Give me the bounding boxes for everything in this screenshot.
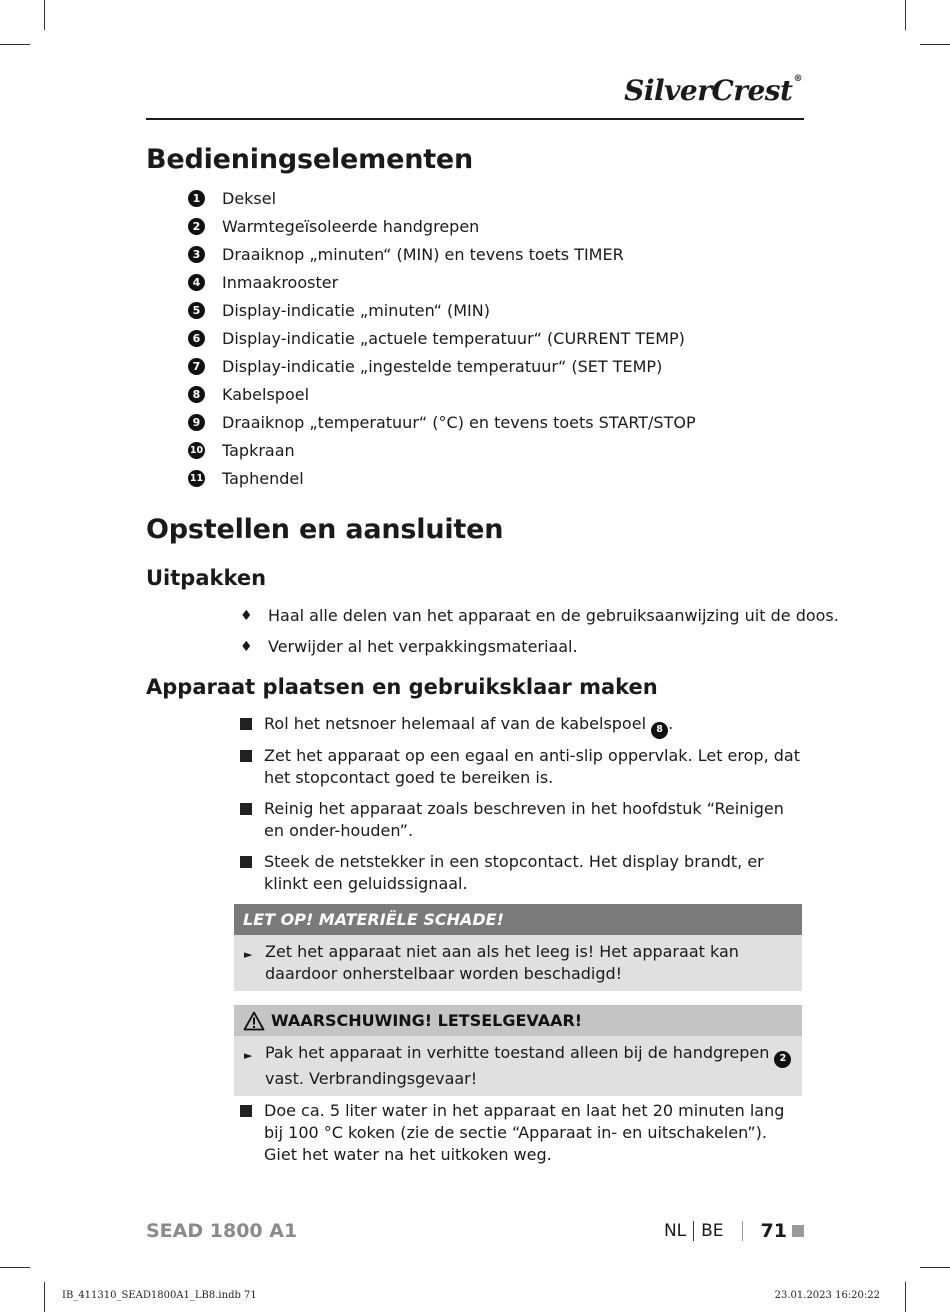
list-item [188,324,696,352]
print-slug-date: 23.01.2023 16:20:22 [774,1290,880,1301]
number-badge: 7 [188,358,205,375]
list-item [240,631,839,662]
item-text: Doe ca. 5 liter water in het apparaat en laat het 20 minuten lang bij 100 °C koken (zie de sectie “Apparaat in- en uitschakelen”). Giet het water na het uitkoken weg. [264,1101,785,1164]
part-label: Display-indicatie „actuele temperatuur“ (CURRENT TEMP) [222,329,685,349]
parts-list [188,184,696,493]
list-item [240,600,839,631]
caution-heading: LET OP! MATERIËLE SCHADE! [234,904,802,935]
subsection-title-unpack: Uitpakken [146,566,267,590]
list-item [240,851,800,895]
caution-box [234,904,802,991]
crop-mark [905,0,906,30]
square-bullet-icon [240,750,252,762]
list-item [188,409,696,437]
list-item [188,296,696,324]
warning-heading-text: WAARSCHUWING! LETSELGEVAAR! [271,1011,583,1030]
list-item [240,1100,800,1166]
warning-heading [234,1005,802,1036]
warning-box [234,1005,802,1096]
header-rule [146,118,804,120]
divider [742,1221,743,1241]
part-label: Draaiknop „temperatuur“ (°C) en tevens toets START/STOP [222,413,696,433]
number-badge: 2 [774,1051,791,1068]
caution-body [234,935,802,991]
part-label: Display-indicatie „ingestelde temperatuur“ (SET TEMP) [222,357,663,377]
part-label: Deksel [222,188,277,208]
number-badge: 11 [188,470,205,487]
warning-triangle-icon [243,1011,265,1031]
list-item [188,268,696,296]
number-badge: 9 [188,414,205,431]
square-bullet-icon [240,856,252,868]
item-text: Reinig het apparaat zoals beschreven in het hoofdstuk “Reinigen en onder-houden”. [264,799,784,840]
list-item [188,353,696,381]
part-label: Kabelspoel [222,385,310,405]
list-item [188,184,696,212]
diamond-bullet-icon: ♦ [240,607,253,624]
item-text: Verwijder al het verpakkingsmateriaal. [268,637,578,656]
number-badge: 4 [188,274,205,291]
list-item [240,745,800,789]
brand-logo: SilverCrest® [624,74,802,107]
item-text: Haal alle delen van het apparaat en de gebruiksaanwijzing uit de doos. [268,606,839,625]
warning-body [234,1036,802,1096]
number-badge: 3 [188,246,205,263]
page-square-icon [792,1225,804,1237]
arrow-bullet-icon: ► [244,948,253,961]
number-badge: 10 [188,442,205,459]
number-badge: 6 [188,330,205,347]
crop-mark [920,1267,950,1268]
part-label: Inmaakrooster [222,272,339,292]
crop-mark [920,44,950,45]
crop-mark [905,1282,906,1312]
language-code: BE [701,1221,724,1241]
part-label: Taphendel [222,469,304,489]
list-item [240,713,800,739]
square-bullet-icon [240,803,252,815]
list-item [188,381,696,409]
number-badge: 2 [188,218,205,235]
part-label: Draaiknop „minuten“ (MIN) en tevens toets TIMER [222,244,624,264]
section-title-setup: Opstellen en aansluiten [146,514,504,545]
diamond-bullet-icon: ♦ [240,638,253,655]
crop-mark [0,44,30,45]
square-bullet-icon [240,718,252,730]
list-item [188,465,696,493]
subsection-title-place: Apparaat plaatsen en gebruiksklaar maken [146,675,658,699]
caution-text: Zet het apparaat niet aan als het leeg is! Het apparaat kan daardoor onherstelbaar worden beschadigd! [265,942,739,983]
item-text: Steek de netstekker in een stopcontact. Het display brandt, er klinkt een geluidssignaal. [264,852,764,893]
page-number: 71 [760,1220,787,1242]
list-item [188,212,696,240]
list-item [188,437,696,465]
footer-pagination [664,1220,804,1242]
crop-mark [0,1267,30,1268]
print-slug-file: IB_411310_SEAD1800A1_LB8.indb 71 [62,1290,257,1301]
item-text: Zet het apparaat op een egaal en anti-slip oppervlak. Let erop, dat het stopcontact goed te bereiken is. [264,746,800,787]
warning-text: Pak het apparaat in verhitte toestand alleen bij de handgrepen 2 vast. Verbrandingsgevaar! [265,1042,792,1090]
part-label: Warmtegeïsoleerde handgrepen [222,216,480,236]
part-label: Display-indicatie „minuten“ (MIN) [222,300,490,320]
arrow-bullet-icon: ► [244,1049,253,1062]
item-text: Rol het netsnoer helemaal af van de kabelspoel 8 . [264,713,673,739]
number-badge: 8 [188,386,205,403]
section-title-controls: Bedieningselementen [146,144,474,175]
number-badge: 1 [188,190,205,207]
unpack-list [240,600,839,662]
list-item [240,798,800,842]
divider [693,1221,694,1241]
list-item [188,240,696,268]
square-bullet-icon [240,1105,252,1117]
language-code: NL [663,1221,687,1241]
number-badge: 8 [651,722,668,739]
crop-mark [44,1282,45,1312]
crop-mark [44,0,45,30]
part-label: Tapkraan [222,441,295,461]
number-badge: 5 [188,302,205,319]
footer-model: SEAD 1800 A1 [146,1220,298,1242]
